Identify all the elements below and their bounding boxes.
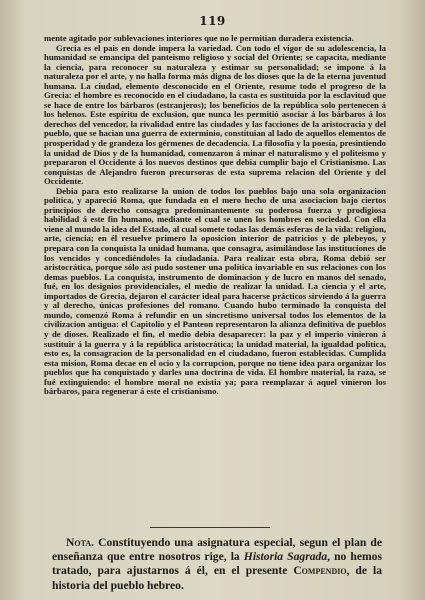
footnote xyxy=(52,536,382,593)
paragraph-roma: Debia para esto realizarse la union de todos los pueblos bajo una sola organizacion política, y apareció Roma, que fundada en el mero hecho de una asociacion bajo ciertos principios de derecho consagra predominantemente su poderosa fuerza y prodigiosa habilidad á este fin humano, mediante el cual se unen los hombres en sociedad. Con ella viene al mundo la idea del Estado, al cual somete todas las demás esferas de la vida: religion, arte, ciencia; en él resuelve primero la oposicion interior de patricios y de plebeyos, y prepara con la conquista la unidad humana, que consagra, asimilándose las instituciones de los vencidos y concediéndoles la ciudadanía. Para realizar esta obra, Roma debió ser aristocrática, porque sólo así pudo sostener una política invariable en sus relaciones con los demas pueblos. La conquista, instrumento de dominacion y de lucro en manos del senado, fué, en los designios providenciales, el medio de realizar la unidad. La ciencia y el arte, importados de Grecia, dejaron el carácter ideal para hacerse prácticos sirviendo á la guerra y al derecho, únicas profesiones del romano. Cuando hubo terminado la conquista del mundo, comenzó Roma á refundir en un sincretismo universal todos los elementos de la civilizacion antigua: el Capitolio y el Panteon representaron la alianza definitiva de pueblos y de dioses. Realizado el fin, el medio debia desaparecer: la paz y el imperio vinieron á sustituir á la guerra y á la república aristocrática; la unidad material, la igualdad política, esto es, la consagracion de la personalidad en el ciudadano, fueron establecidas. Cumplida esta mision, Roma decae en el ocio y la corrupcion, porque no tiene idea para organizar los pueblos que ha conquistado y darles una doctrina de vida. El hombre material, la raza, se fué extinguiendo: el hombre moral no existia ya; para reemplazar á aquel vinieron los bárbaros, para regenerar á este el cristianismo. xyxy=(44,185,386,397)
note-label: Nota. xyxy=(66,536,95,549)
note-text-1: Constituyendo una asignatura especial, segun el plan de enseñanza que entre nosotros rige, la xyxy=(52,536,382,564)
note-compendio: Compendio xyxy=(293,564,347,578)
note-title-italic: Historia Sagrada xyxy=(243,550,328,564)
separator-rule xyxy=(150,527,270,528)
paragraph-grecia: Grecia es el pais en donde impera la variedad. Con todo el vigor de su adolescencia, la humanidad se emancipa del panteismo religioso y social del Oriente; se capacita, mediante la ciencia, para reconocer su naturaleza y estimar su personalidad; se impone á la naturaleza por el arte, y no halla forma más digna de los dioses que la de la eterna juventud humana. La ciudad, elemento desconocido en el Oriente, resume todo el progreso de la Grecia: el hombre es reconocido en el ciudadano, la casta es sustituida por la esclavitud que se hace de entre los bárbaros (estranjeros); los beneficios de la república solo pertenecen á los helenos. Este espíritu de exclusion, que nunca les permitió asociar á los bárbaros á los derechos del vencedor, la rivalidad entre las ciudades y las facciones de la aristocracia y del pueblo, que se hacian una guerra de exterminio, constituian al lado de aquellos elementos de prosperidad y de grandeza los gérmenes de decadencia. La filosofía y la poesía, presintiendo la unidad de Dios y de la humanidad, comenzaron á minar el naturalismo y el politeismo y prepararon el Occidente á los nuevos destinos que debia cumplir bajo el Cristianismo. Las conquistas de Alejandro fueron precursoras de esta suprema relacion del Oriente y del Occidente. xyxy=(44,42,386,187)
page-number: 119 xyxy=(199,14,226,28)
main-text xyxy=(44,34,386,397)
note-text-3: , de la historia del pueblo hebreo. xyxy=(52,564,383,592)
note-text-2: , no hemos tratado, para ajustarnos á él, en el presente xyxy=(52,550,382,578)
paragraph-continuation: mente agitado por sublevaciones interiores que no le permitian duradera existencia. xyxy=(44,33,354,43)
